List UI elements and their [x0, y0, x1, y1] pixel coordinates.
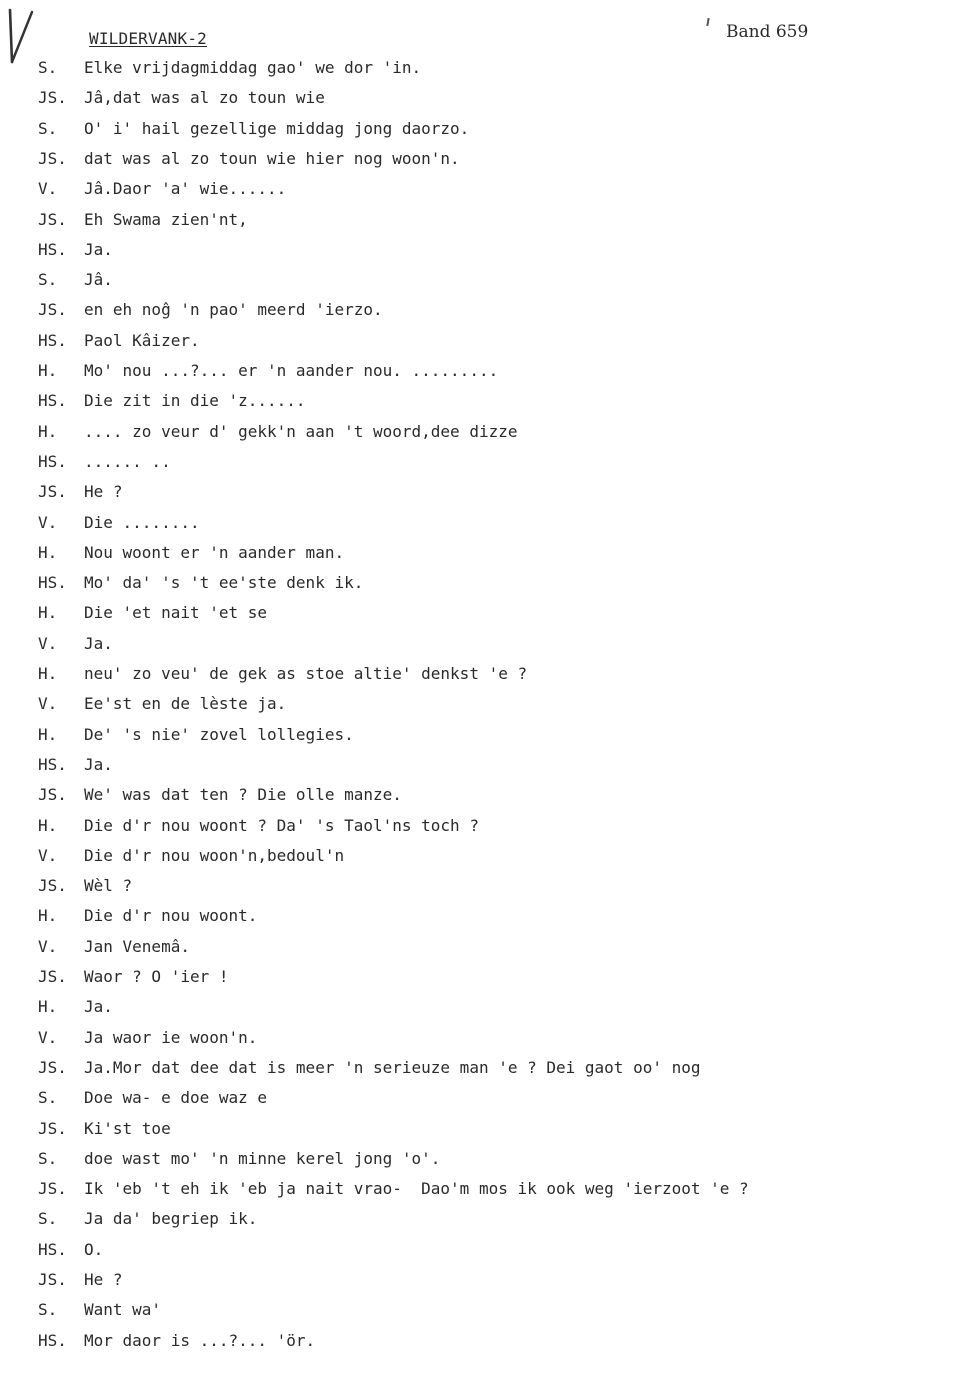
speaker-label: JS.: [38, 1179, 67, 1199]
speaker-label: H.: [38, 603, 58, 623]
utterance-text: Wèl ?: [84, 876, 133, 896]
speaker-label: HS.: [38, 1239, 67, 1259]
speaker-label: V.: [38, 1027, 58, 1047]
speaker-label: V.: [38, 633, 58, 653]
utterance-text: Mo' da' 's 't ee'ste denk ik.: [84, 573, 364, 593]
utterance-text: doe wast mo' 'n minne kerel jong 'o'.: [84, 1148, 441, 1168]
speaker-label: S.: [38, 1148, 58, 1168]
speaker-label: S.: [38, 1300, 58, 1320]
utterance-text: Paol Kâizer.: [84, 330, 200, 350]
speaker-label: JS.: [38, 967, 67, 986]
tape-number: Band 659: [726, 22, 809, 42]
speaker-label: V.: [38, 694, 58, 714]
utterance-text: Want wa': [84, 1300, 162, 1320]
utterance-text: O.: [84, 1239, 104, 1259]
utterance-text: Doe wa- e doe waz e: [84, 1088, 268, 1108]
utterance-text: Ja waor ie woon'n.: [84, 1027, 258, 1047]
utterance-text: Ja.: [84, 997, 113, 1017]
speaker-label: HS.: [38, 239, 67, 259]
utterance-text: Ee'st en de lèste ja.: [84, 694, 287, 714]
speaker-label: HS.: [38, 754, 67, 774]
utterance-text: We' was dat ten ? Die olle manze.: [84, 785, 402, 805]
speaker-label: S.: [38, 270, 58, 290]
speaker-label: H.: [38, 361, 58, 380]
speaker-label: V.: [38, 845, 58, 865]
speaker-label: JS.: [38, 1270, 67, 1289]
speaker-label: H.: [38, 664, 58, 683]
utterance-text: He ?: [84, 1270, 123, 1289]
utterance-text: Die d'r nou woont ? Da' 's Taol'ns toch ?: [84, 815, 479, 835]
speaker-label: H.: [38, 906, 58, 926]
utterance-text: Ja.: [84, 754, 113, 774]
utterance-text: .... zo veur d' gekk'n aan 't woord,dee dizze: [84, 421, 518, 441]
speaker-label: JS.: [38, 209, 67, 229]
speaker-label: V.: [38, 179, 58, 199]
speaker-label: JS.: [38, 1057, 67, 1077]
utterance-text: Ja.Mor dat dee dat is meer 'n serieuze man 'e ? Dei gaot oo' nog: [84, 1057, 701, 1077]
speaker-label: S.: [38, 1209, 58, 1229]
speaker-label: JS.: [38, 785, 67, 805]
utterance-text: Elke vrijdagmiddag gao' we dor 'in.: [84, 58, 422, 77]
utterance-text: O' i' hail gezellige middag jong daorzo.: [84, 118, 470, 138]
utterance-text: Die d'r nou woont.: [84, 906, 258, 926]
speaker-label: V.: [38, 512, 58, 532]
utterance-text: Ja.: [84, 239, 113, 259]
speaker-label: H.: [38, 724, 58, 744]
speaker-label: S.: [38, 118, 58, 138]
speaker-label: S.: [38, 58, 58, 77]
utterance-text: neu' zo veu' de gek as stoe altie' denkst 'e ?: [84, 664, 528, 683]
speaker-label: H.: [38, 815, 58, 835]
utterance-text: Ja.: [84, 633, 113, 653]
utterance-text: Die 'et nait 'et se: [84, 603, 268, 623]
speaker-label: JS.: [38, 482, 67, 502]
utterance-text: Jâ.Daor 'a' wie......: [84, 179, 287, 199]
speaker-label: H.: [38, 997, 58, 1017]
utterance-text: De' 's nie' zovel lollegies.: [84, 724, 354, 744]
speaker-label: HS.: [38, 451, 67, 471]
utterance-text: Jâ.: [84, 270, 113, 290]
speaker-label: HS.: [38, 391, 67, 411]
speaker-label: JS.: [38, 300, 67, 320]
speaker-label: JS.: [38, 876, 67, 896]
utterance-text: Jan Venemâ.: [84, 936, 190, 956]
utterance-text: Jâ,dat was al zo toun wie: [84, 88, 325, 108]
utterance-text: Die d'r nou woon'n,bedoul'n: [84, 845, 345, 865]
speaker-label: HS.: [38, 573, 67, 593]
utterance-text: Mo' nou ...?... er 'n aander nou. .........: [84, 361, 499, 380]
document-title: WILDERVANK-2: [89, 29, 207, 48]
utterance-text: Die ........: [84, 512, 200, 532]
speaker-label: JS.: [38, 148, 67, 168]
speaker-label: JS.: [38, 1118, 67, 1138]
utterance-text: Waor ? O 'ier !: [84, 967, 229, 986]
speaker-label: V.: [38, 936, 58, 956]
utterance-text: Ja da' begriep ik.: [84, 1209, 258, 1229]
utterance-text: Mor daor is ...?... 'ör.: [84, 1330, 316, 1350]
utterance-text: Die zit in die 'z......: [84, 391, 306, 411]
speaker-label: H.: [38, 421, 58, 441]
utterance-text: en eh noĝ 'n pao' meerd 'ierzo.: [84, 300, 383, 320]
speaker-label: JS.: [38, 88, 67, 108]
utterance-text: Eh Swama zien'nt,: [84, 209, 248, 229]
utterance-text: Ik 'eb 't eh ik 'eb ja nait vrao- Dao'm mos ik ook weg 'ierzoot 'e ?: [84, 1179, 749, 1199]
speaker-label: S.: [38, 1088, 58, 1108]
speaker-label: H.: [38, 542, 58, 562]
speaker-label: HS.: [38, 1330, 67, 1350]
pencil-tick-mark: [706, 18, 709, 26]
utterance-text: He ?: [84, 482, 123, 502]
utterance-text: Nou woont er 'n aander man.: [84, 542, 345, 562]
utterance-text: Ki'st toe: [84, 1118, 171, 1138]
utterance-text: dat was al zo toun wie hier nog woon'n.: [84, 148, 460, 168]
speaker-label: HS.: [38, 330, 67, 350]
utterance-text: ...... ..: [84, 451, 171, 471]
